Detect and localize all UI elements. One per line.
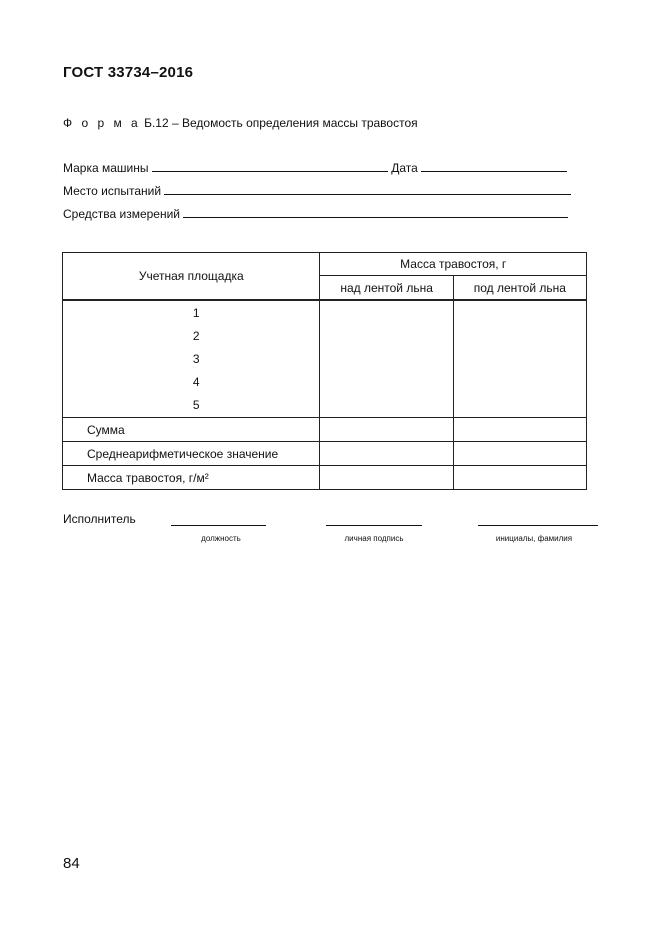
form-title bbox=[63, 116, 418, 130]
place-label: Место испытаний bbox=[63, 184, 162, 198]
form-label: Ф о р м а bbox=[63, 116, 141, 130]
table-row-plots bbox=[63, 300, 587, 418]
plot-number: 3 bbox=[192, 352, 200, 366]
form-title-text: Б.12 – Ведомость определения массы травостоя bbox=[144, 116, 418, 130]
name-blank bbox=[478, 514, 598, 526]
name-caption: инициалы, фамилия bbox=[495, 534, 573, 543]
mass-row-label: Масса травостоя, г/м² bbox=[63, 466, 320, 490]
standard-title: ГОСТ 33734–2016 bbox=[63, 64, 194, 81]
table-cell bbox=[320, 466, 453, 490]
col-plot-header: Учетная площадка bbox=[63, 253, 320, 301]
plot-number: 2 bbox=[192, 329, 200, 343]
table-cell bbox=[453, 466, 586, 490]
sum-row-label: Сумма bbox=[63, 418, 320, 442]
table-row bbox=[63, 418, 587, 442]
date-blank bbox=[421, 161, 567, 172]
table-cell bbox=[453, 418, 586, 442]
plot-number: 1 bbox=[192, 306, 200, 320]
table-row bbox=[63, 466, 587, 490]
place-row bbox=[63, 184, 571, 198]
plots-above-cell bbox=[320, 300, 453, 418]
instruments-row bbox=[63, 207, 568, 221]
plots-cell bbox=[63, 300, 320, 418]
table-cell bbox=[453, 442, 586, 466]
col-above-header: над лентой льна bbox=[320, 276, 453, 300]
instruments-blank bbox=[183, 207, 568, 218]
table-header-row bbox=[63, 253, 587, 276]
plot-number: 5 bbox=[192, 398, 200, 412]
position-caption: должность bbox=[201, 534, 241, 543]
date-label: Дата bbox=[391, 161, 418, 175]
machine-blank bbox=[152, 161, 388, 172]
position-blank bbox=[171, 514, 266, 526]
page-number: 84 bbox=[63, 855, 80, 872]
machine-label: Марка машины bbox=[63, 161, 149, 175]
signature-blank bbox=[326, 514, 422, 526]
col-group-header: Масса травостоя, г bbox=[320, 253, 587, 276]
mass-table bbox=[62, 252, 587, 490]
table-row bbox=[63, 442, 587, 466]
plot-number: 4 bbox=[192, 375, 200, 389]
place-blank bbox=[164, 184, 571, 195]
executor-label: Исполнитель bbox=[63, 512, 136, 526]
table-cell bbox=[320, 418, 453, 442]
col-below-header: под лентой льна bbox=[453, 276, 586, 300]
machine-date-row bbox=[63, 161, 567, 175]
signature-caption: личная подпись bbox=[344, 534, 404, 543]
table-cell bbox=[320, 442, 453, 466]
plots-below-cell bbox=[453, 300, 586, 418]
mean-row-label: Среднеарифметическое значение bbox=[63, 442, 320, 466]
instruments-label: Средства измерений bbox=[63, 207, 181, 221]
